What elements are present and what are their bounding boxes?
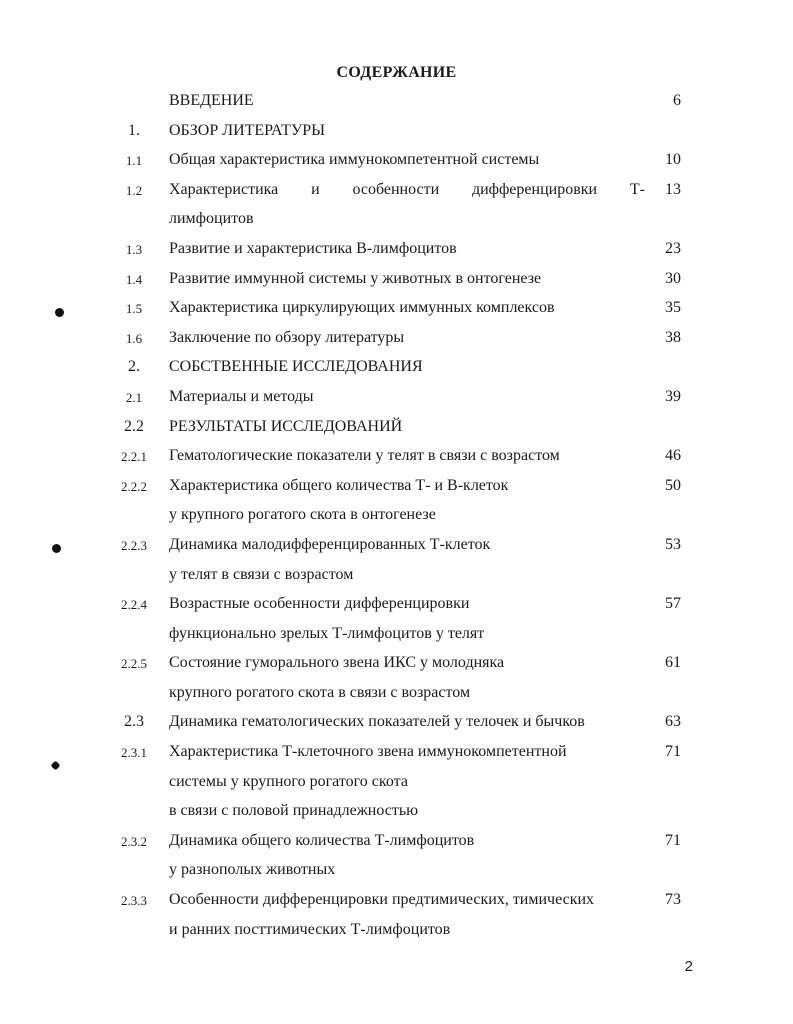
toc-entry-title: ВВЕДЕНИЕ [169, 92, 254, 109]
toc-row [0, 443, 793, 473]
toc-row [0, 621, 793, 651]
toc-row [0, 384, 793, 414]
toc-entry-title: функционально зрелых Т-лимфоцитов у телят [169, 624, 485, 642]
toc-entry-title: у разнополых животных [169, 861, 336, 879]
toc-entry-number: 1.4 [125, 271, 143, 287]
toc-row [0, 147, 793, 177]
toc-entry-page: 53 [665, 535, 681, 553]
punch-hole-mark [55, 308, 64, 317]
toc-row [0, 236, 793, 266]
toc-row [0, 532, 793, 562]
toc-row [0, 650, 793, 680]
toc-entry-number: 2.3.2 [121, 833, 147, 849]
toc-row [0, 354, 793, 384]
toc-entry-title: лимфоцитов [169, 210, 254, 228]
toc-entry-number: 2.2.4 [121, 597, 147, 613]
toc-entry-title: Заключение по обзору литературы [169, 328, 405, 346]
toc-entry-number: 1.6 [125, 330, 143, 346]
toc-entry-number: 2.2.1 [121, 449, 147, 465]
toc-entry-page: 63 [665, 713, 681, 731]
toc-entry-page: 39 [665, 387, 681, 405]
toc-entry-number: 1.3 [125, 241, 143, 257]
toc-entry-title: Возрастные особенности дифференцировки [169, 595, 470, 613]
toc-entry-title: системы у крупного рогатого скота [169, 772, 408, 790]
toc-entry-title: Особенности дифференцировки предтимических, тимических [169, 891, 595, 909]
toc-entry-page: 57 [665, 595, 681, 613]
toc-entry-page: 30 [665, 269, 681, 287]
toc-row [0, 502, 793, 532]
toc-row [0, 206, 793, 236]
toc-entry-number: 1. [128, 121, 140, 139]
toc-entry-page: 10 [665, 151, 681, 169]
toc-row [0, 88, 793, 118]
toc-entry-page: 61 [665, 654, 681, 672]
toc-row [0, 266, 793, 296]
toc-entry-number: 2.2 [124, 417, 144, 435]
toc-entry-title: Характеристика циркулирующих иммунных комплексов [169, 299, 555, 317]
punch-hole-mark [52, 544, 61, 553]
toc-entry-title: у телят в связи с возрастом [169, 565, 354, 583]
toc-entry-title: Развитие и характеристика В-лимфоцитов [169, 239, 457, 257]
toc-row [0, 917, 793, 947]
toc-entry-title: Состояние гуморального звена ИКС у молодняка [169, 654, 505, 672]
toc-entry-title: ОБЗОР ЛИТЕРАТУРЫ [169, 121, 326, 139]
toc-entry-page: 13 [665, 180, 681, 198]
toc-row [0, 177, 793, 207]
toc-row [0, 562, 793, 592]
toc-row [0, 709, 793, 739]
toc-entry-number: 2.2.3 [121, 537, 147, 553]
toc-row [0, 857, 793, 887]
toc-entry-title: Характеристика Т-клеточного звена иммунокомпетентной [169, 743, 567, 761]
toc-row [0, 325, 793, 355]
toc-entry-title: Общая характеристика иммунокомпетентной системы [169, 151, 540, 169]
toc-entry-number: 2.3.3 [121, 893, 147, 909]
toc-row [0, 414, 793, 444]
page-number: 2 [684, 958, 693, 975]
toc-entry-number: 1.5 [125, 301, 143, 317]
page-title: СОДЕРЖАНИЕ [336, 64, 457, 81]
toc-entry-title: крупного рогатого скота в связи с возрастом [169, 683, 471, 701]
toc-entry-title: Развитие иммунной системы у животных в онтогенезе [169, 269, 542, 287]
toc-entry-number: 2.3 [124, 713, 144, 731]
toc-row [0, 769, 793, 799]
toc-row [0, 798, 793, 828]
toc-entry-page: 50 [665, 476, 681, 494]
toc-entry-page: 23 [665, 239, 681, 257]
toc-entry-number: 2.1 [125, 389, 143, 405]
toc-row [0, 118, 793, 148]
toc-entry-number: 2.2.2 [121, 478, 147, 494]
toc-entry-number: 2.2.5 [121, 656, 147, 672]
toc-entry-page: 46 [665, 447, 681, 465]
toc-row [0, 591, 793, 621]
toc-entry-title: СОБСТВЕННЫЕ ИССЛЕДОВАНИЯ [169, 358, 423, 376]
toc-entry-title: РЕЗУЛЬТАТЫ ИССЛЕДОВАНИЙ [169, 417, 403, 435]
toc-entry-number: 1.2 [125, 182, 143, 198]
toc-row [0, 887, 793, 917]
toc-entry-page: 73 [665, 891, 681, 909]
toc-entry-title: Характеристика и особенности дифференцировки Т- [169, 180, 645, 198]
toc-entry-page: 71 [665, 743, 681, 761]
toc-row [0, 473, 793, 503]
toc-entry-title: Характеристика общего количества Т- и В-клеток [169, 476, 509, 494]
toc-entry-number: 2. [128, 358, 140, 376]
toc-entry-page: 6 [673, 92, 681, 109]
toc-entry-title: и ранних посттимических Т-лимфоцитов [169, 920, 451, 938]
toc-entry-title: Материалы и методы [169, 387, 314, 405]
toc-entry-number: 2.3.1 [121, 745, 147, 761]
toc-entry-page: 71 [665, 831, 681, 849]
toc-entry-title: Динамика малодифференцированных Т-клеток [169, 535, 491, 553]
toc-entry-page: 35 [665, 299, 681, 317]
toc-entry-number: 1.1 [125, 153, 143, 169]
toc-entry-title: в связи с половой принадлежностью [169, 802, 419, 820]
table-of-contents [0, 88, 793, 946]
toc-entry-page: 38 [665, 328, 681, 346]
toc-row [0, 680, 793, 710]
toc-row [0, 739, 793, 769]
toc-entry-title: Динамика общего количества Т-лимфоцитов [169, 831, 475, 849]
toc-row [0, 295, 793, 325]
toc-row [0, 828, 793, 858]
toc-entry-title: Гематологические показатели у телят в связи с возрастом [169, 447, 560, 465]
toc-entry-title: у крупного рогатого скота в онтогенезе [169, 506, 436, 524]
toc-entry-title: Динамика гематологических показателей у телочек и бычков [169, 713, 585, 731]
